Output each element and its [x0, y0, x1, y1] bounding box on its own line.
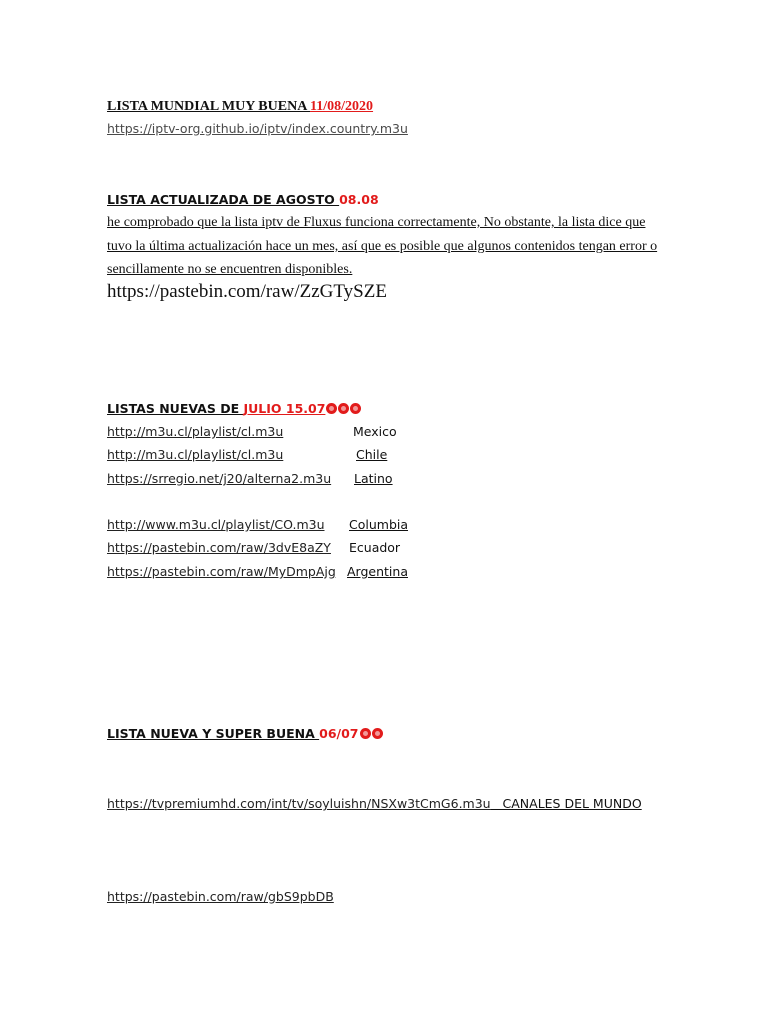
playlist-label-3: Latino	[354, 471, 393, 486]
section2-paragraph-line-3: sencillamente no se encuentren disponibles.	[107, 262, 353, 277]
section2-url-link[interactable]: https://pastebin.com/raw/ZzGTySZE	[107, 281, 387, 302]
section2-heading	[107, 192, 379, 207]
playlist-link-5[interactable]: https://pastebin.com/raw/3dvE8aZY	[107, 540, 331, 555]
playlist-label-4: Columbia	[349, 517, 409, 532]
red-smiley-icon	[338, 403, 349, 414]
playlist-link-3[interactable]: https://srregio.net/j20/alterna2.m3u	[107, 471, 332, 486]
playlist-link-1[interactable]: http://m3u.cl/playlist/cl.m3u	[107, 424, 284, 439]
section4-url-link[interactable]: https://tvpremiumhd.com/int/tv/soyluishn/NSXw3tCmG6.m3u	[107, 796, 491, 811]
section4-link-row	[107, 796, 642, 811]
red-face-icon	[372, 728, 383, 739]
playlist-link-4[interactable]: http://www.m3u.cl/playlist/CO.m3u	[107, 517, 325, 532]
section1-heading-text: LISTA MUNDIAL MUY BUENA	[107, 99, 311, 114]
red-smiley-icon	[326, 403, 337, 414]
section4-url2-link[interactable]: https://pastebin.com/raw/gbS9pbDB	[107, 889, 334, 904]
playlist-label-5: Ecuador	[349, 540, 401, 555]
section3-heading-text: LISTAS NUEVAS DE	[107, 401, 244, 416]
section1-url-link[interactable]: https://iptv-org.github.io/iptv/index.country.m3u	[107, 121, 408, 136]
section4-heading-text: LISTA NUEVA Y SUPER BUENA	[107, 726, 320, 741]
section4-heading	[107, 726, 383, 741]
playlist-label-6: Argentina	[347, 564, 408, 579]
playlist-label-1: Mexico	[353, 424, 397, 439]
section1-heading	[107, 99, 373, 115]
section2-date: 08.08	[339, 192, 379, 207]
section3-heading	[107, 401, 361, 416]
section4-url-label: CANALES DEL MUNDO	[490, 796, 642, 811]
red-face-icon	[350, 403, 361, 414]
section2-heading-text: LISTA ACTUALIZADA DE AGOSTO	[107, 192, 340, 207]
playlist-label-2: Chile	[356, 447, 388, 462]
playlist-link-6[interactable]: https://pastebin.com/raw/MyDmpAjg	[107, 564, 336, 579]
section1-date: 11/08/2020	[310, 99, 374, 114]
section3-date: JULIO 15.07	[243, 401, 326, 416]
section2-paragraph-line-1: he comprobado que la lista iptv de Fluxus funciona correctamente, No obstante, la lista dice que	[107, 215, 646, 230]
red-face-icon	[360, 728, 371, 739]
playlist-link-2[interactable]: http://m3u.cl/playlist/cl.m3u	[107, 447, 284, 462]
section2-paragraph-line-2: tuvo la última actualización hace un mes, así que es posible que algunos contenidos tengan error o	[107, 239, 658, 254]
section4-date: 06/07	[319, 726, 359, 741]
